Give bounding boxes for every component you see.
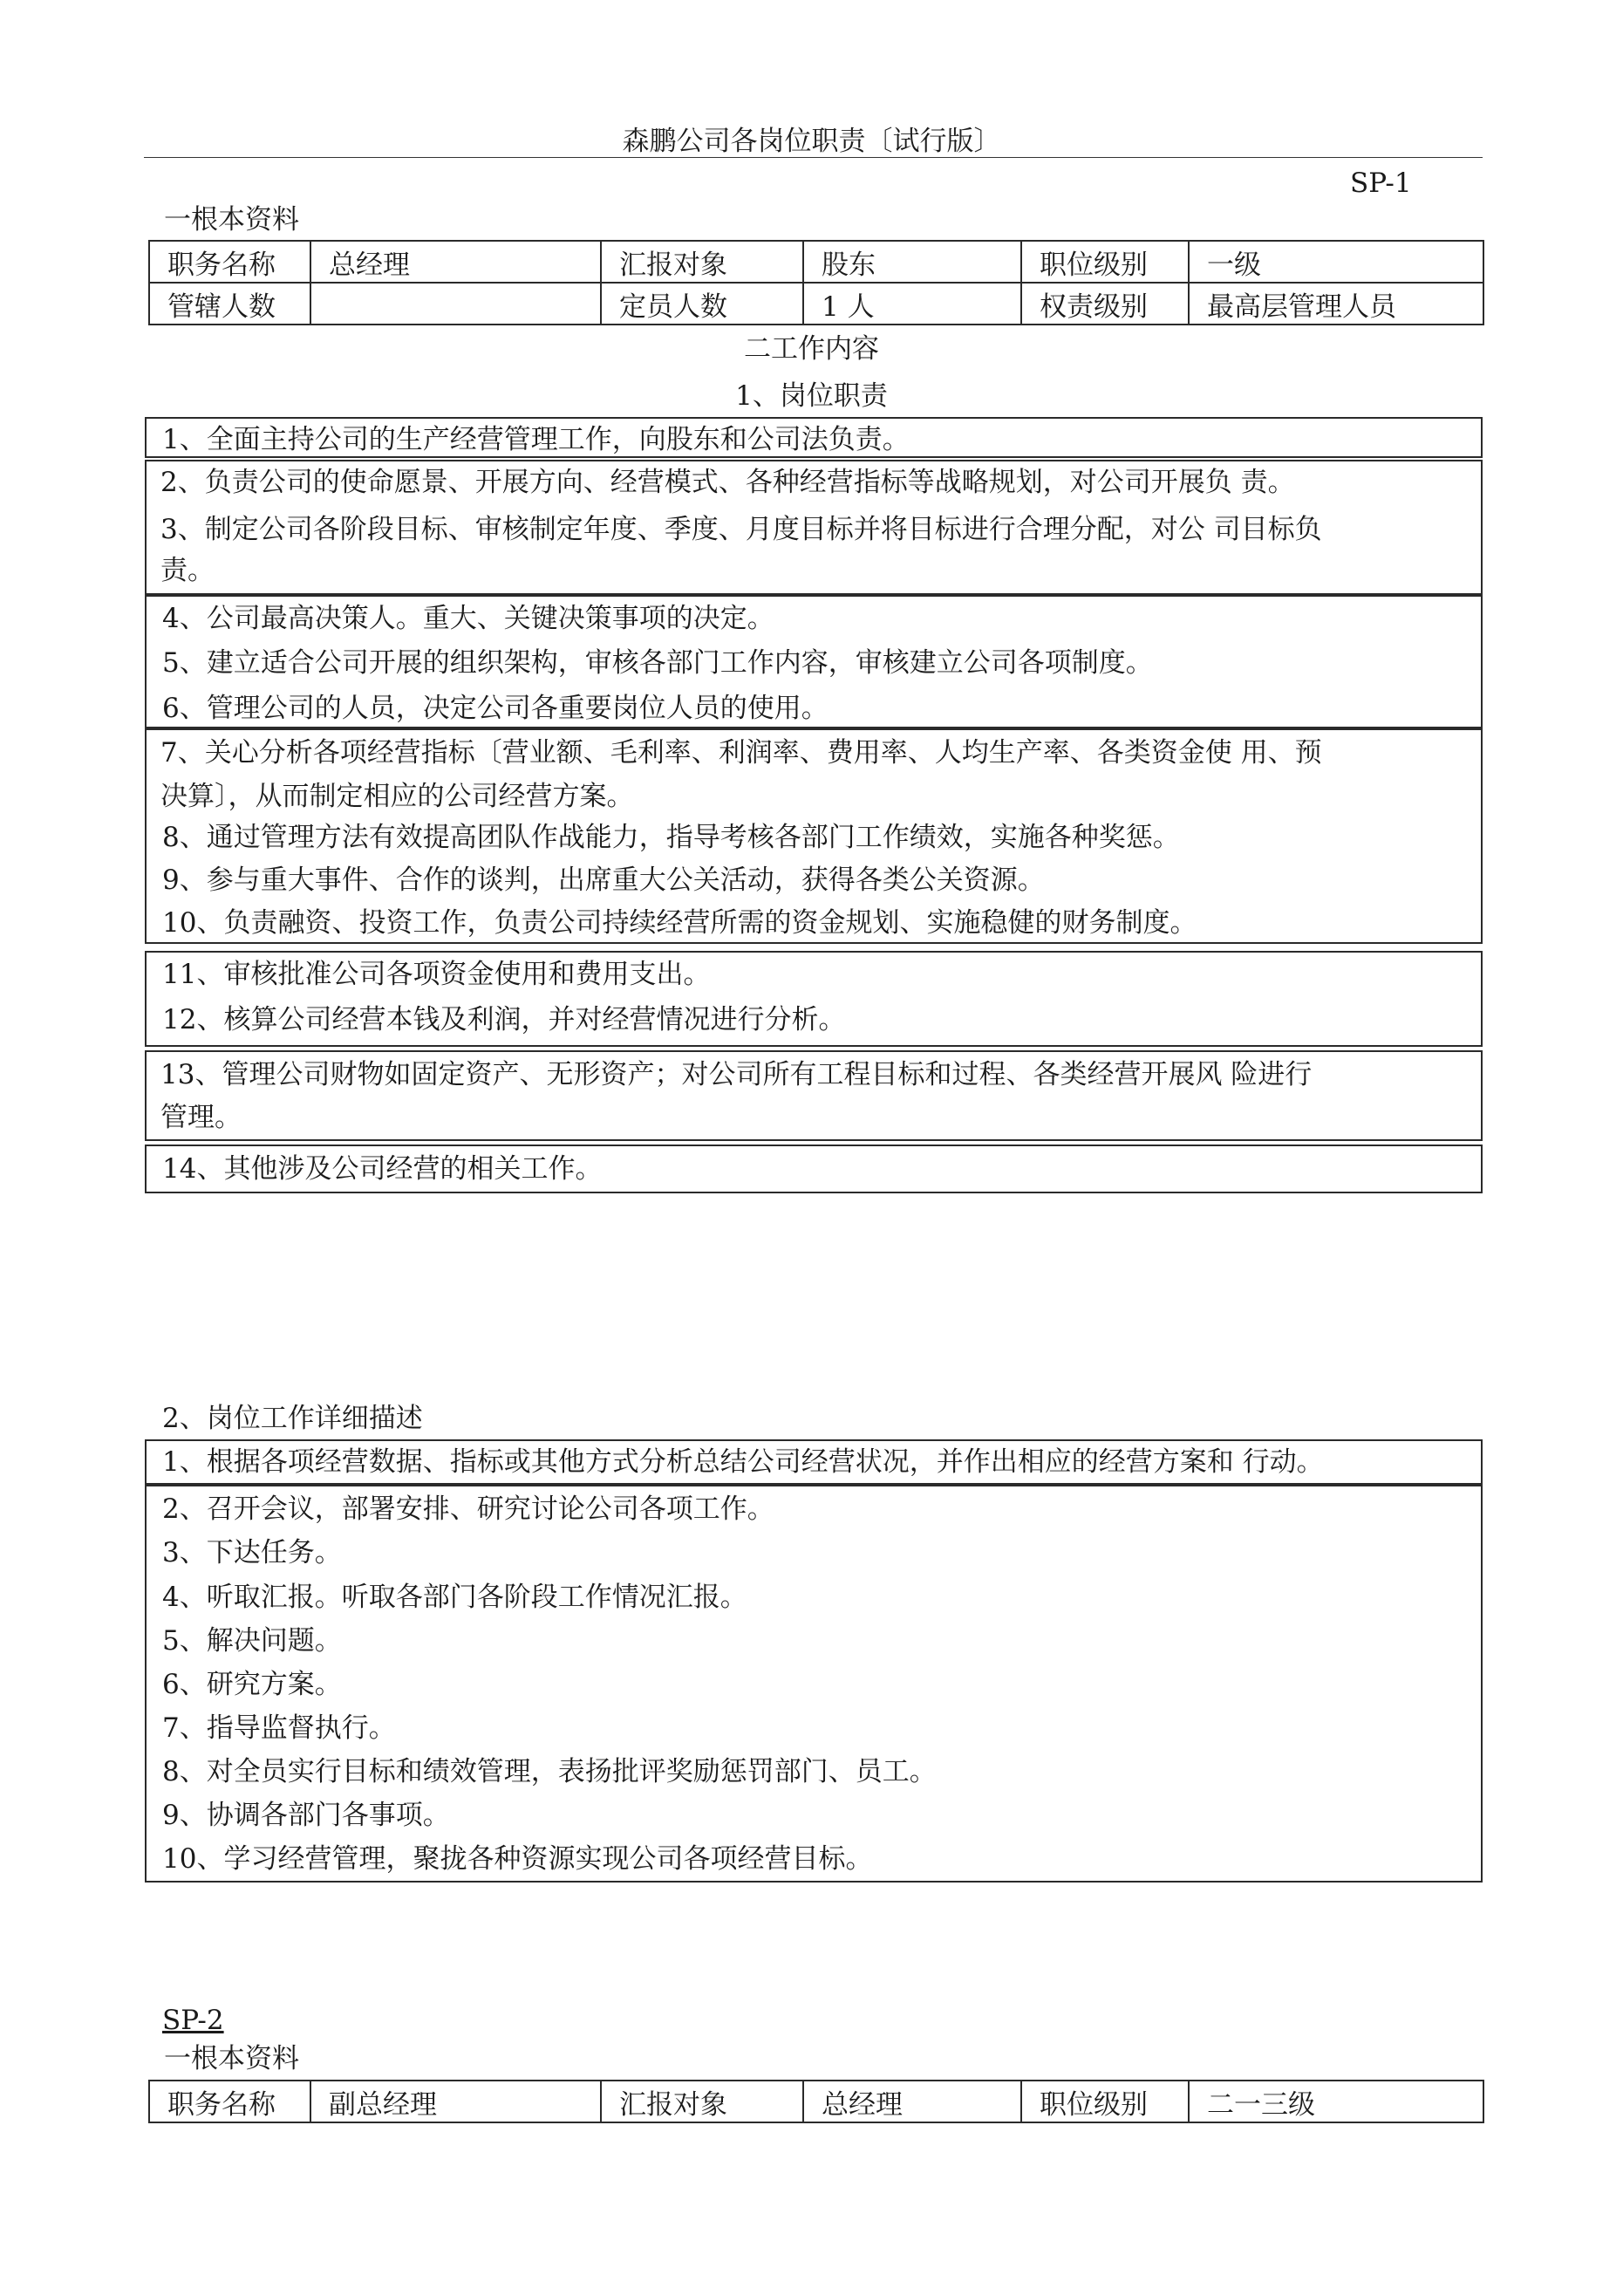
info-value: 二一三级 <box>1189 2081 1483 2122</box>
detail-item: 1、根据各项经营数据、指标或其他方式分析总结公司经营状况，并作出相应的经营方案和 行动。 <box>162 1446 1324 1478</box>
info-label: 职务名称 <box>149 241 310 283</box>
duty-item: 管理。 <box>160 1102 242 1133</box>
info-label: 汇报对象 <box>601 2081 803 2122</box>
duty-item: 2、负责公司的使命愿景、开展方向、经营模式、各种经营指标等战略规划，对公司开展负 责。 <box>160 467 1295 498</box>
duty-item: 14、其他涉及公司经营的相关工作。 <box>162 1153 603 1185</box>
info-label: 职务名称 <box>149 2081 310 2122</box>
duty-item: 责。 <box>160 555 215 586</box>
detail-item: 7、指导监督执行。 <box>162 1712 396 1744</box>
duty-item: 8、通过管理方法有效提高团队作战能力，指导考核各部门工作绩效，实施各种奖惩。 <box>162 822 1180 853</box>
duty-item: 4、公司最高决策人。重大、关键决策事项的决定。 <box>162 603 774 634</box>
duty-item: 11、审核批准公司各项资金使用和费用支出。 <box>162 959 711 990</box>
sp1-info-row <box>149 241 1483 283</box>
info-label: 职位级别 <box>1021 2081 1189 2122</box>
sp1-duties-heading: 1、岗位职责 <box>735 380 888 412</box>
duty-box <box>145 1145 1483 1193</box>
sp2-basic-heading: 一根本资料 <box>164 2043 299 2074</box>
detail-box <box>145 1485 1483 1883</box>
duty-item: 13、管理公司财物如固定资产、无形资产；对公司所有工程目标和过程、各类经营开展风 险进行 <box>160 1059 1313 1090</box>
duty-box <box>145 1050 1483 1141</box>
sp1-detail-heading: 2、岗位工作详细描述 <box>162 1403 423 1434</box>
duty-box <box>145 595 1483 728</box>
duty-box <box>145 951 1483 1047</box>
info-value: 最高层管理人员 <box>1189 283 1483 325</box>
duty-box <box>145 460 1483 595</box>
document-title: 森鹏公司各岗位职责〔试行版〕 <box>622 126 1001 157</box>
detail-item: 3、下达任务。 <box>162 1537 342 1568</box>
detail-item: 6、研究方案。 <box>162 1669 342 1700</box>
info-value: 1 人 <box>803 283 1021 325</box>
sp2-code: SP-2 <box>162 2005 224 2036</box>
duty-item: 6、管理公司的人员，决定公司各重要岗位人员的使用。 <box>162 693 829 724</box>
info-label: 职位级别 <box>1021 241 1189 283</box>
info-value: 股东 <box>803 241 1021 283</box>
header-rule <box>144 157 1483 158</box>
duty-box <box>145 417 1483 458</box>
info-value <box>310 283 601 325</box>
detail-box <box>145 1439 1483 1485</box>
detail-item: 10、学习经营管理，聚拢各种资源实现公司各项经营目标。 <box>162 1843 873 1875</box>
duty-item: 3、制定公司各阶段目标、审核制定年度、季度、月度目标并将目标进行合理分配，对公 司目标负 <box>160 514 1322 545</box>
duty-item: 决算〕，从而制定相应的公司经营方案。 <box>160 781 634 812</box>
sp1-basic-heading: 一根本资料 <box>164 204 299 236</box>
info-value: 总经理 <box>310 241 601 283</box>
sp1-work-heading: 二工作内容 <box>744 333 879 365</box>
sp1-code: SP-1 <box>1350 167 1412 199</box>
info-value: 总经理 <box>803 2081 1021 2122</box>
detail-item: 9、协调各部门各事项。 <box>162 1800 450 1831</box>
sp2-info-row <box>149 2081 1483 2122</box>
sp2-info-table <box>148 2080 1484 2123</box>
info-label: 管辖人数 <box>149 283 310 325</box>
info-label: 定员人数 <box>601 283 803 325</box>
info-value: 一级 <box>1189 241 1483 283</box>
detail-item: 2、召开会议，部署安排、研究讨论公司各项工作。 <box>162 1493 774 1525</box>
sp1-info-table <box>148 240 1484 325</box>
info-label: 汇报对象 <box>601 241 803 283</box>
duty-item: 1、全面主持公司的生产经营管理工作，向股东和公司法负责。 <box>162 424 910 455</box>
detail-item: 4、听取汇报。听取各部门各阶段工作情况汇报。 <box>162 1582 747 1613</box>
duty-box <box>145 728 1483 944</box>
info-label: 权责级别 <box>1021 283 1189 325</box>
duty-item: 7、关心分析各项经营指标〔营业额、毛利率、利润率、费用率、人均生产率、各类资金使 用、预 <box>160 737 1322 769</box>
sp1-info-row <box>149 283 1483 325</box>
duty-item: 12、核算公司经营本钱及利润，并对经营情况进行分析。 <box>162 1004 846 1035</box>
info-value: 副总经理 <box>310 2081 601 2122</box>
duty-item: 9、参与重大事件、合作的谈判，出席重大公关活动，获得各类公关资源。 <box>162 864 1045 896</box>
detail-item: 8、对全员实行目标和绩效管理，表扬批评奖励惩罚部门、员工。 <box>162 1756 937 1787</box>
detail-item: 5、解决问题。 <box>162 1625 342 1657</box>
duty-item: 5、建立适合公司开展的组织架构，审核各部门工作内容，审核建立公司各项制度。 <box>162 647 1153 679</box>
duty-item: 10、负责融资、投资工作，负责公司持续经营所需的资金规划、实施稳健的财务制度。 <box>162 907 1197 939</box>
